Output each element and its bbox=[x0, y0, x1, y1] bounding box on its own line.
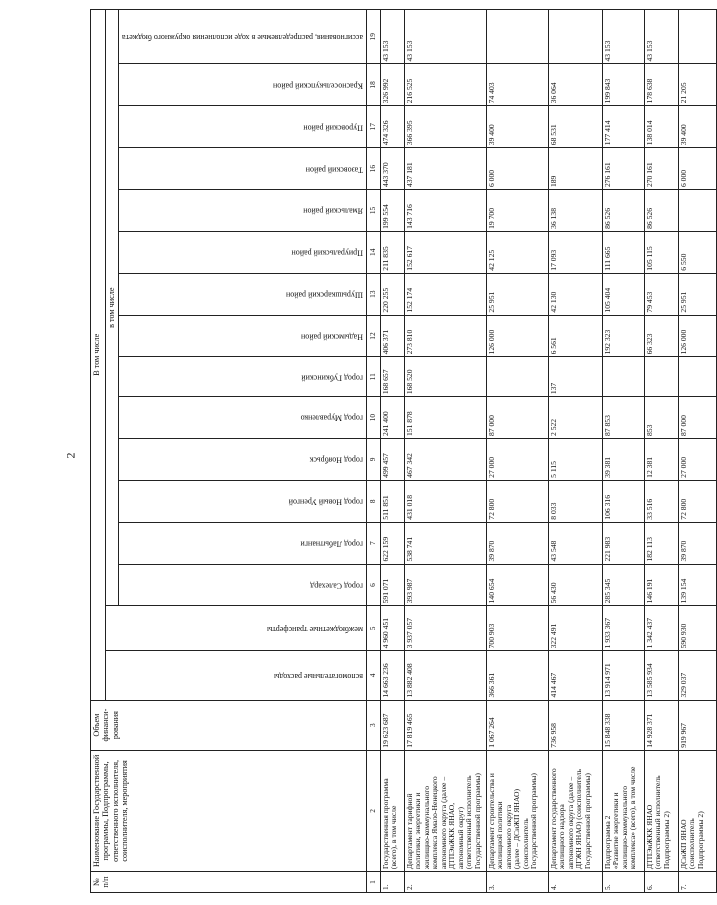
row-value: 431 018 bbox=[404, 480, 486, 522]
row-value: 105 115 bbox=[644, 231, 678, 273]
row-value: 36 064 bbox=[548, 64, 602, 106]
row-value: 199 843 bbox=[602, 64, 644, 106]
row-value: 87 000 bbox=[486, 397, 548, 439]
table-body bbox=[380, 10, 716, 893]
table-row bbox=[486, 10, 548, 893]
header-reserve-allocations: ассигнования, распределяемые в ходе исполнения окружного бюджета bbox=[119, 10, 367, 65]
col-number: 16 bbox=[366, 148, 380, 190]
row-value: 189 bbox=[548, 148, 602, 190]
header-district-noyabrsk: город Ноябрьск bbox=[119, 439, 367, 481]
header-district-nadym: Надымский район bbox=[119, 315, 367, 357]
row-value: 241 400 bbox=[380, 397, 404, 439]
row-value bbox=[486, 10, 548, 65]
row-value: 8 033 bbox=[548, 480, 602, 522]
row-value: 27 000 bbox=[678, 439, 716, 481]
row-value: 437 181 bbox=[404, 148, 486, 190]
row-value: 178 638 bbox=[644, 64, 678, 106]
header-district-yamalsky: Ямальский район bbox=[119, 190, 367, 232]
row-value: 66 323 bbox=[644, 315, 678, 357]
row-value: 406 371 bbox=[380, 315, 404, 357]
row-name: ДСиЖП ЯНАО (соисполнитель Подпрограммы 2) bbox=[678, 750, 716, 871]
row-name: Подпрограмма 2 «Развитие энергетики и жилищно-коммунального комплекса» (всего), в том числе bbox=[602, 750, 644, 871]
row-value: 138 014 bbox=[644, 106, 678, 148]
header-district-shuryshkary: Шурышкарский район bbox=[119, 273, 367, 315]
row-value: 211 835 bbox=[380, 231, 404, 273]
row-value: 182 113 bbox=[644, 522, 678, 564]
header-in-that-number: в том числе bbox=[106, 10, 119, 606]
row-value: 43 153 bbox=[380, 10, 404, 65]
row-value: 168 520 bbox=[404, 357, 486, 397]
col-number: 19 bbox=[366, 10, 380, 65]
row-value bbox=[678, 190, 716, 232]
row-value bbox=[602, 357, 644, 397]
row-value: 39 870 bbox=[678, 522, 716, 564]
row-value: 39 381 bbox=[602, 439, 644, 481]
header-district-muravlenko: город Муравленко bbox=[119, 397, 367, 439]
row-value: 474 326 bbox=[380, 106, 404, 148]
row-value: 216 525 bbox=[404, 64, 486, 106]
header-district-novy-urengoy: город Новый Уренгой bbox=[119, 480, 367, 522]
row-value: 86 526 bbox=[644, 190, 678, 232]
row-value: 17 819 465 bbox=[404, 700, 486, 750]
table-row bbox=[602, 10, 644, 893]
row-value: 152 617 bbox=[404, 231, 486, 273]
row-value: 72 800 bbox=[486, 480, 548, 522]
row-value: 326 992 bbox=[380, 64, 404, 106]
row-value bbox=[548, 10, 602, 65]
row-value: 5 115 bbox=[548, 439, 602, 481]
row-value: 43 153 bbox=[404, 10, 486, 65]
col-number: 11 bbox=[366, 357, 380, 397]
row-value: 25 951 bbox=[486, 273, 548, 315]
row-value: 220 255 bbox=[380, 273, 404, 315]
col-number: 5 bbox=[366, 606, 380, 651]
col-number: 10 bbox=[366, 397, 380, 439]
row-value: 15 848 338 bbox=[602, 700, 644, 750]
row-value: 72 800 bbox=[678, 480, 716, 522]
header-district-krasnoselkupsky: Красноселькупский район bbox=[119, 64, 367, 106]
row-value: 1 342 437 bbox=[644, 606, 678, 651]
row-value: 853 bbox=[644, 397, 678, 439]
row-value: 6 561 bbox=[548, 315, 602, 357]
col-number: 14 bbox=[366, 231, 380, 273]
page-number: 2 bbox=[63, 452, 78, 459]
header-volume: Объем финанси-рования bbox=[91, 700, 367, 750]
row-value: 443 370 bbox=[380, 148, 404, 190]
row-value: 499 457 bbox=[380, 439, 404, 481]
row-value: 622 159 bbox=[380, 522, 404, 564]
col-number: 4 bbox=[366, 651, 380, 700]
row-value: 86 526 bbox=[602, 190, 644, 232]
row-value: 139 154 bbox=[678, 564, 716, 606]
row-number: 7. bbox=[678, 872, 716, 893]
row-value: 42 125 bbox=[486, 231, 548, 273]
row-value: 25 951 bbox=[678, 273, 716, 315]
row-value: 27 000 bbox=[486, 439, 548, 481]
row-value: 2 522 bbox=[548, 397, 602, 439]
row-number: 5. bbox=[602, 872, 644, 893]
col-number: 13 bbox=[366, 273, 380, 315]
row-value: 511 851 bbox=[380, 480, 404, 522]
row-number: 3. bbox=[486, 872, 548, 893]
row-value: 590 930 bbox=[678, 606, 716, 651]
row-value: 137 bbox=[548, 357, 602, 397]
col-number: 7 bbox=[366, 522, 380, 564]
row-value: 143 716 bbox=[404, 190, 486, 232]
row-value: 17 093 bbox=[548, 231, 602, 273]
table-row bbox=[404, 10, 486, 893]
row-value: 919 967 bbox=[678, 700, 716, 750]
header-transfers: межбюджетные трансферты bbox=[106, 606, 367, 651]
rotated-page bbox=[90, 9, 705, 893]
col-number: 2 bbox=[366, 750, 380, 871]
header-district-labytnangi: город Лабытнанги bbox=[119, 522, 367, 564]
row-value: 21 205 bbox=[678, 64, 716, 106]
header-district-tazovsky: Тазовский район bbox=[119, 148, 367, 190]
header-aux-expenses: вспомогательные расходы bbox=[106, 651, 367, 700]
row-value: 39 870 bbox=[486, 522, 548, 564]
row-value: 276 161 bbox=[602, 148, 644, 190]
row-value bbox=[486, 357, 548, 397]
row-value: 87 000 bbox=[678, 397, 716, 439]
row-value: 329 037 bbox=[678, 651, 716, 700]
row-name: Департамент государственного жилищного надзора автономного округа (далее – ДГЖН ЯНАО) (соисполнитель Государственной программы) bbox=[548, 750, 602, 871]
row-value: 140 654 bbox=[486, 564, 548, 606]
col-number: 6 bbox=[366, 564, 380, 606]
row-value: 13 585 934 bbox=[644, 651, 678, 700]
row-value: 3 937 057 bbox=[404, 606, 486, 651]
row-number: 2. bbox=[404, 872, 486, 893]
col-number: 18 bbox=[366, 64, 380, 106]
row-value: 467 342 bbox=[404, 439, 486, 481]
col-number: 8 bbox=[366, 480, 380, 522]
row-value: 591 071 bbox=[380, 564, 404, 606]
col-number: 15 bbox=[366, 190, 380, 232]
row-value: 12 381 bbox=[644, 439, 678, 481]
row-value: 43 548 bbox=[548, 522, 602, 564]
row-name: Департамент строительства и жилищной политики автономного округа (далее – ДСиЖП ЯНАО) (соисполнитель Государственной программы) bbox=[486, 750, 548, 871]
row-value: 6 000 bbox=[678, 148, 716, 190]
row-value: 1 933 367 bbox=[602, 606, 644, 651]
row-value: 56 430 bbox=[548, 564, 602, 606]
row-value: 177 414 bbox=[602, 106, 644, 148]
row-value: 105 404 bbox=[602, 273, 644, 315]
table-row bbox=[380, 10, 404, 893]
header-district-priuralsky: Приуральский район bbox=[119, 231, 367, 273]
header-name: Наименование Государственной программы, Подпрограммы, ответственного исполнителя, соисполнителя, мероприятия bbox=[91, 750, 367, 871]
row-name: Государственная программа (всего), в том числе bbox=[380, 750, 404, 871]
row-value: 168 657 bbox=[380, 357, 404, 397]
row-value: 146 191 bbox=[644, 564, 678, 606]
header-district-gubkinsky: город Губкинский bbox=[119, 357, 367, 397]
row-value: 366 395 bbox=[404, 106, 486, 148]
row-value: 285 345 bbox=[602, 564, 644, 606]
col-number: 17 bbox=[366, 106, 380, 148]
row-value: 126 000 bbox=[486, 315, 548, 357]
row-value: 14 928 371 bbox=[644, 700, 678, 750]
row-value: 19 623 687 bbox=[380, 700, 404, 750]
col-number: 12 bbox=[366, 315, 380, 357]
row-value: 270 161 bbox=[644, 148, 678, 190]
row-value: 111 665 bbox=[602, 231, 644, 273]
row-value: 39 400 bbox=[678, 106, 716, 148]
budget-table bbox=[90, 9, 717, 893]
row-value: 1 067 264 bbox=[486, 700, 548, 750]
row-value: 43 153 bbox=[644, 10, 678, 65]
row-value: 13 882 408 bbox=[404, 651, 486, 700]
header-in-total: В том числе bbox=[91, 10, 106, 701]
row-name: Департамент тарифной политики, энергетики и жилищно-коммунального комплекса Ямало-Ненецкого автономного округа (далее – ДТПЭиЖКК ЯНАО, автономный округ) (ответственный исполнитель Государственной программы) bbox=[404, 750, 486, 871]
row-value: 87 853 bbox=[602, 397, 644, 439]
row-value: 19 700 bbox=[486, 190, 548, 232]
row-value: 221 983 bbox=[602, 522, 644, 564]
row-value: 366 361 bbox=[486, 651, 548, 700]
table-row bbox=[678, 10, 716, 893]
row-value bbox=[678, 10, 716, 65]
row-value: 43 153 bbox=[602, 10, 644, 65]
row-value: 36 138 bbox=[548, 190, 602, 232]
row-value: 152 174 bbox=[404, 273, 486, 315]
row-number: 1. bbox=[380, 872, 404, 893]
row-value: 6 550 bbox=[678, 231, 716, 273]
row-value: 126 000 bbox=[678, 315, 716, 357]
row-name: ДТПЭиЖКК ЯНАО (ответственный исполнитель Подпрограммы 2) bbox=[644, 750, 678, 871]
row-value: 322 491 bbox=[548, 606, 602, 651]
header-no: № п/п bbox=[91, 872, 367, 893]
row-value: 393 987 bbox=[404, 564, 486, 606]
row-value: 39 400 bbox=[486, 106, 548, 148]
row-value: 13 914 971 bbox=[602, 651, 644, 700]
header-district-salekhard: город Салехард bbox=[119, 564, 367, 606]
row-number: 4. bbox=[548, 872, 602, 893]
row-value: 538 741 bbox=[404, 522, 486, 564]
row-value: 273 810 bbox=[404, 315, 486, 357]
table-row bbox=[644, 10, 678, 893]
col-number: 3 bbox=[366, 700, 380, 750]
row-value: 14 663 236 bbox=[380, 651, 404, 700]
row-value: 106 316 bbox=[602, 480, 644, 522]
row-value: 736 958 bbox=[548, 700, 602, 750]
row-value: 414 467 bbox=[548, 651, 602, 700]
row-value: 192 323 bbox=[602, 315, 644, 357]
row-value: 151 878 bbox=[404, 397, 486, 439]
table-row bbox=[548, 10, 602, 893]
row-value: 199 554 bbox=[380, 190, 404, 232]
row-value: 42 130 bbox=[548, 273, 602, 315]
row-value: 6 000 bbox=[486, 148, 548, 190]
col-number: 1 bbox=[366, 872, 380, 893]
row-value bbox=[678, 357, 716, 397]
row-number: 6. bbox=[644, 872, 678, 893]
column-numbers-row bbox=[366, 10, 380, 893]
row-value: 700 903 bbox=[486, 606, 548, 651]
col-number: 9 bbox=[366, 439, 380, 481]
header-row-1 bbox=[91, 10, 106, 893]
row-value: 79 453 bbox=[644, 273, 678, 315]
row-value: 68 531 bbox=[548, 106, 602, 148]
header-district-purovsky: Пуровский район bbox=[119, 106, 367, 148]
row-value bbox=[644, 357, 678, 397]
row-value: 74 403 bbox=[486, 64, 548, 106]
row-value: 4 960 451 bbox=[380, 606, 404, 651]
row-value: 33 516 bbox=[644, 480, 678, 522]
